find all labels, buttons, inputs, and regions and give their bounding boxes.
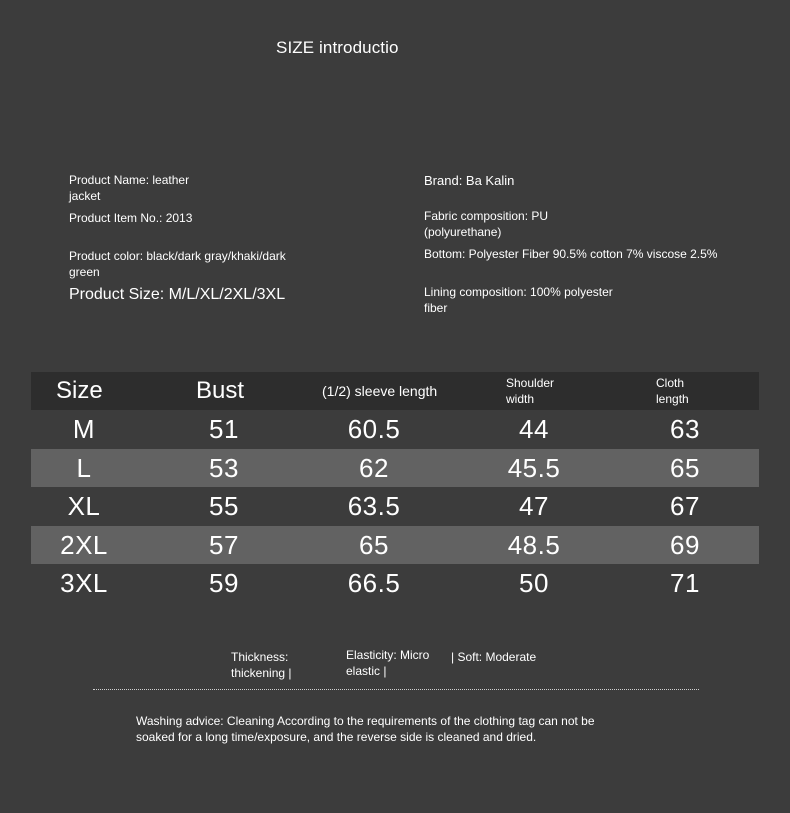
- lining-composition: Lining composition: 100% polyester fiber: [424, 285, 613, 315]
- cell-size: M: [72, 414, 96, 444]
- cell-length: 69: [670, 529, 700, 560]
- header-sleeve-length: (1/2) sleeve length: [322, 383, 438, 399]
- product-name: Product Name: leather jacket: [69, 173, 190, 203]
- cell-shoulder: 50: [519, 568, 549, 598]
- elasticity: Elasticity: Micro elastic |: [346, 648, 430, 678]
- cell-bust: 57: [209, 529, 239, 560]
- washing-advice: Washing advice: Cleaning According to the requirements of the clothing tag can not be soaked for a long time/exposure, and the reverse side is cleaned and dried.: [136, 714, 595, 744]
- softness: | Soft: Moderate: [451, 650, 537, 664]
- brand: Brand: Ba Kalin: [424, 173, 515, 188]
- product-item-no: Product Item No.: 2013: [69, 211, 193, 225]
- table-row: [31, 449, 759, 488]
- cell-size: L: [76, 452, 92, 483]
- cell-sleeve: 65: [359, 529, 389, 560]
- table-row: [31, 526, 759, 565]
- header-shoulder-width: Shoulder width: [506, 376, 555, 406]
- cell-sleeve: 60.5: [347, 414, 401, 444]
- cell-sleeve: 63.5: [347, 491, 401, 521]
- cell-bust: 53: [209, 452, 239, 483]
- cell-size: XL: [67, 491, 101, 521]
- bottom-composition: Bottom: Polyester Fiber 90.5% cotton 7% viscose 2.5%: [424, 247, 718, 261]
- cell-length: 65: [670, 452, 700, 483]
- cell-bust: 51: [209, 414, 239, 444]
- cell-shoulder: 48.5: [507, 529, 561, 560]
- header-cloth-length: Cloth length: [656, 376, 689, 406]
- cell-length: 71: [670, 568, 700, 598]
- size-table: [31, 372, 759, 603]
- product-size: Product Size: M/L/XL/2XL/3XL: [69, 286, 286, 303]
- cell-sleeve: 66.5: [347, 568, 401, 598]
- table-row: [31, 564, 759, 603]
- header-size: Size: [56, 377, 103, 404]
- page-title: SIZE introductio: [276, 38, 399, 57]
- cell-size: 3XL: [60, 568, 108, 598]
- thickness: Thickness: thickening |: [231, 650, 292, 680]
- cell-shoulder: 45.5: [507, 452, 561, 483]
- cell-length: 67: [670, 491, 700, 521]
- cell-shoulder: 44: [519, 414, 549, 444]
- cell-sleeve: 62: [359, 452, 389, 483]
- header-bust: Bust: [196, 377, 245, 404]
- table-row: [31, 487, 759, 526]
- table-row: [31, 410, 759, 449]
- cell-bust: 59: [209, 568, 239, 598]
- cell-size: 2XL: [60, 529, 108, 560]
- dotted-divider: [93, 689, 699, 690]
- fabric-composition: Fabric composition: PU (polyurethane): [424, 209, 549, 239]
- table-header: [31, 372, 759, 410]
- cell-bust: 55: [209, 491, 239, 521]
- product-color: Product color: black/dark gray/khaki/dark green: [69, 249, 286, 279]
- cell-shoulder: 47: [519, 491, 549, 521]
- cell-length: 63: [670, 414, 700, 444]
